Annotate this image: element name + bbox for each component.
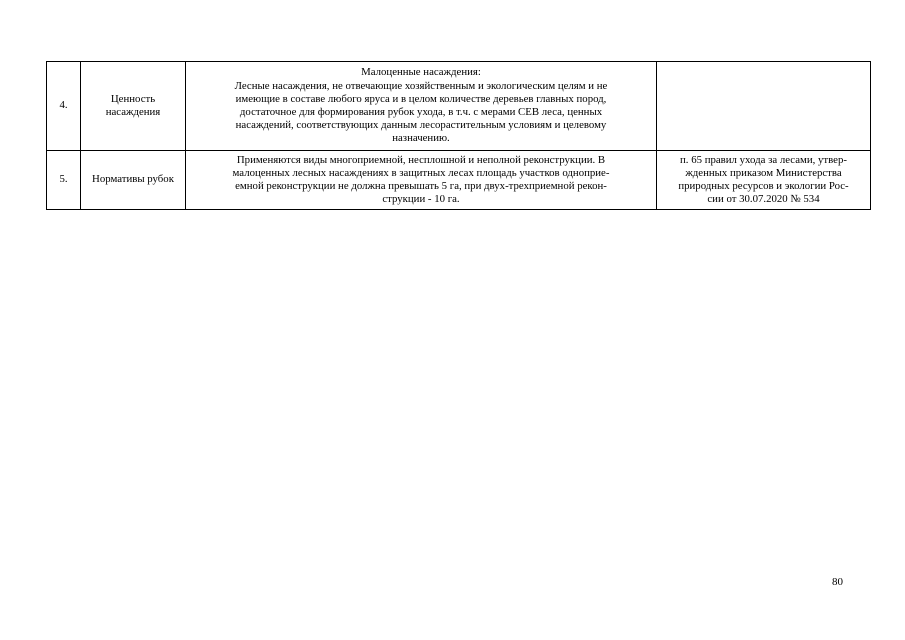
row-number: 4.	[59, 99, 68, 112]
row-name-cell	[81, 151, 186, 210]
description-line: имеющие в составе любого яруса и в целом количестве деревьев главных пород,	[235, 92, 607, 105]
page-number: 80	[832, 576, 843, 588]
document-table	[46, 61, 871, 210]
description-line: достаточное для формирования рубок ухода, в т.ч. с мерами СЕВ леса, ценных	[239, 106, 603, 118]
row-description-cell	[186, 151, 657, 210]
description-line: насаждений, соответствующих данным лесорастительным условиям и целевому	[235, 119, 607, 132]
description-line: Малоценные насаждения:	[361, 66, 481, 79]
table-row	[47, 151, 871, 210]
description-line: емной реконструкции не должна превышать 5 га, при двух-трехприемной рекон-	[235, 180, 607, 192]
row-name-line: Ценность	[110, 92, 156, 105]
description-line: струкции - 10 га.	[382, 193, 460, 206]
description-line: назначению.	[392, 132, 450, 145]
reference-line: природных ресурсов и экологии Рос-	[678, 180, 849, 192]
reference-line: жденных приказом Министерства	[685, 166, 842, 179]
row-name-cell	[81, 62, 186, 151]
description-line: Применяются виды многоприемной, несплошной и неполной реконструкции. В	[236, 153, 606, 166]
reference-line: п. 65 правил ухода за лесами, утвер-	[680, 153, 847, 166]
row-description-cell	[186, 62, 657, 151]
row-reference-cell	[657, 62, 871, 151]
row-name-line: Нормативы рубок	[92, 173, 174, 186]
row-number-cell	[47, 62, 81, 151]
reference-line: сии от 30.07.2020 № 534	[707, 193, 820, 206]
row-reference-cell	[657, 151, 871, 210]
row-name-line: насаждения	[105, 106, 161, 118]
row-number: 5.	[59, 173, 68, 186]
table-row	[47, 62, 871, 151]
description-line: Лесные насаждения, не отвечающие хозяйственным и экологическим целям и не	[234, 79, 608, 92]
description-line: малоценных лесных насаждениях в защитных лесах площадь участков одноприе-	[232, 166, 610, 179]
row-number-cell	[47, 151, 81, 210]
